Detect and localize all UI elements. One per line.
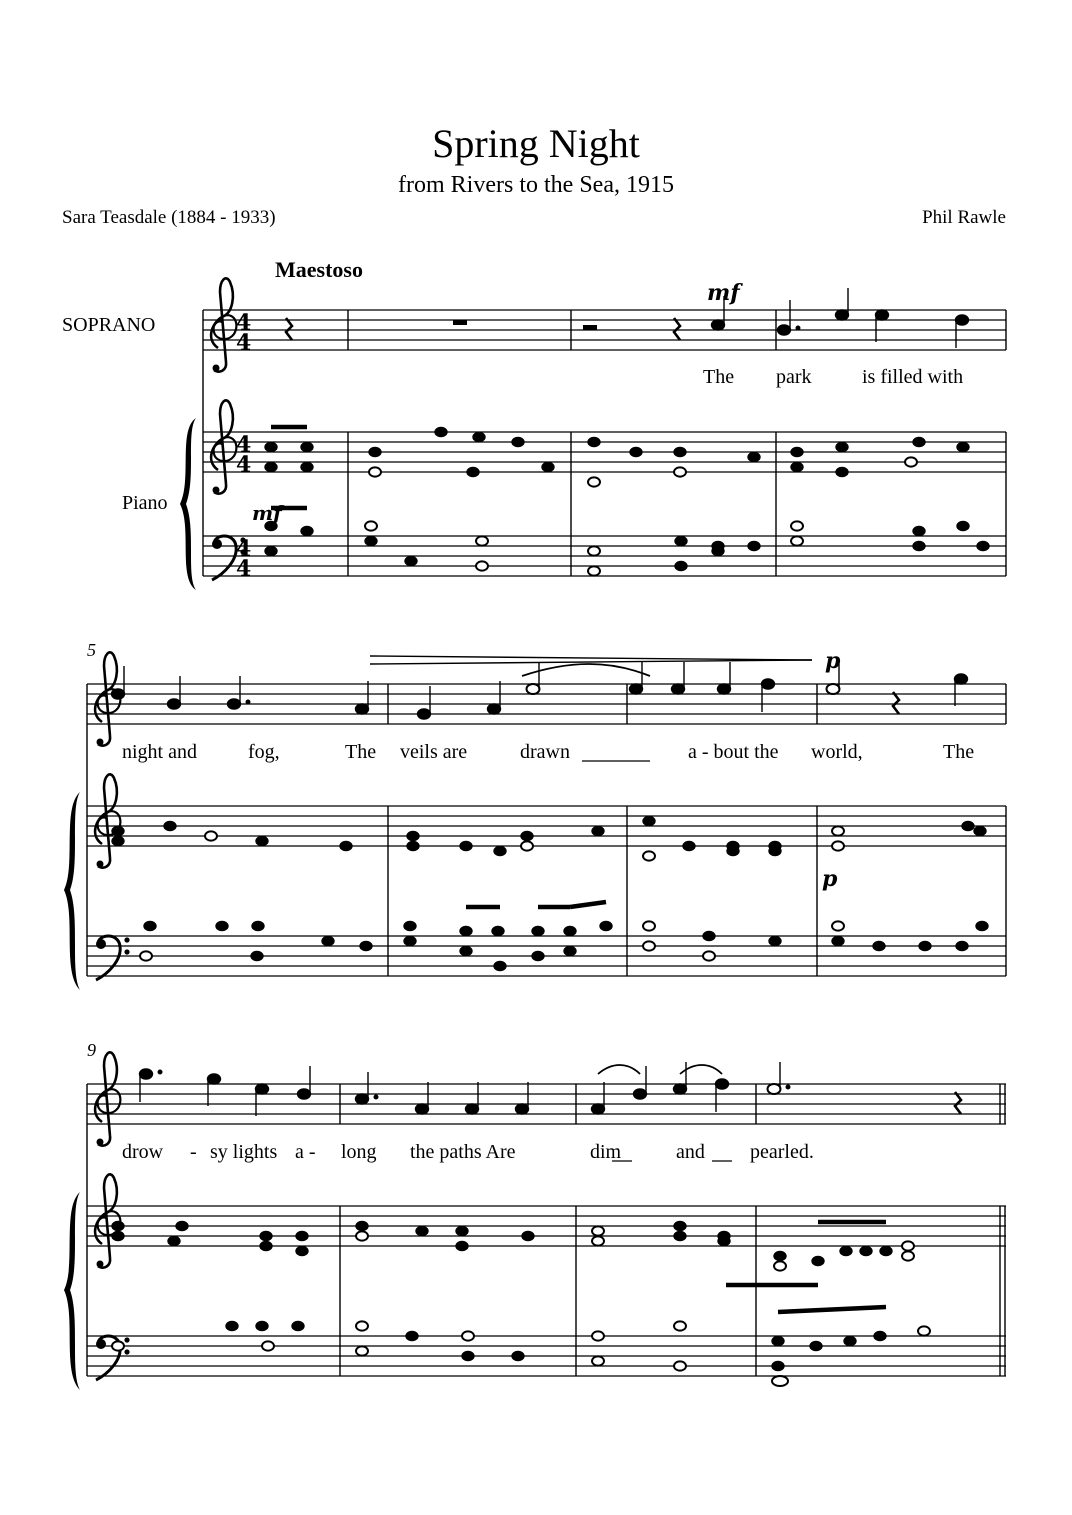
dynamic-p: p (822, 866, 838, 892)
lyric-syllable: dim (590, 1141, 622, 1163)
piano-instrument-label: Piano (122, 492, 168, 514)
lyric-syllable: a - (295, 1141, 316, 1163)
measure-number-9: 9 (87, 1040, 96, 1060)
lyric-syllable: night and (122, 741, 197, 763)
poet-credit: Sara Teasdale (1884 - 1933) (62, 207, 276, 228)
lyric-syllable: and (676, 1141, 705, 1163)
lyric-syllable: fog, (248, 741, 280, 763)
lyric-syllable: long (341, 1141, 377, 1163)
lyric-syllable: the paths Are (410, 1141, 516, 1163)
lyric-syllable: The (703, 366, 735, 388)
lyric-syllable: drawn (520, 741, 570, 763)
music-score: 4 4 mf mf p p (0, 0, 1072, 1515)
lyric-syllable: world, (811, 741, 863, 763)
score-subtitle: from Rivers to the Sea, 1915 (398, 172, 674, 198)
tempo-marking: Maestoso (275, 257, 363, 282)
score-title: Spring Night (432, 121, 640, 166)
voice-instrument-label: SOPRANO (62, 314, 156, 336)
lyric-syllable: pearled. (750, 1141, 814, 1163)
measure-number-5: 5 (87, 640, 96, 660)
dynamic-mf: mf (707, 280, 740, 306)
lyric-syllable: a - bout the (688, 741, 779, 763)
lyric-syllable: drow (122, 1141, 164, 1163)
lyric-syllable: veils are (400, 741, 468, 763)
lyric-syllable: - (190, 1141, 197, 1163)
lyric-syllable: The (345, 741, 377, 763)
dynamic-p: p (825, 648, 841, 674)
lyric-syllable: park (776, 366, 812, 388)
dynamic-mf: mf (252, 501, 282, 525)
lyric-syllable: is filled with (862, 366, 964, 388)
composer-credit: Phil Rawle (922, 207, 1006, 228)
lyric-syllable: The (943, 741, 975, 763)
lyric-syllable: sy lights (210, 1141, 278, 1163)
